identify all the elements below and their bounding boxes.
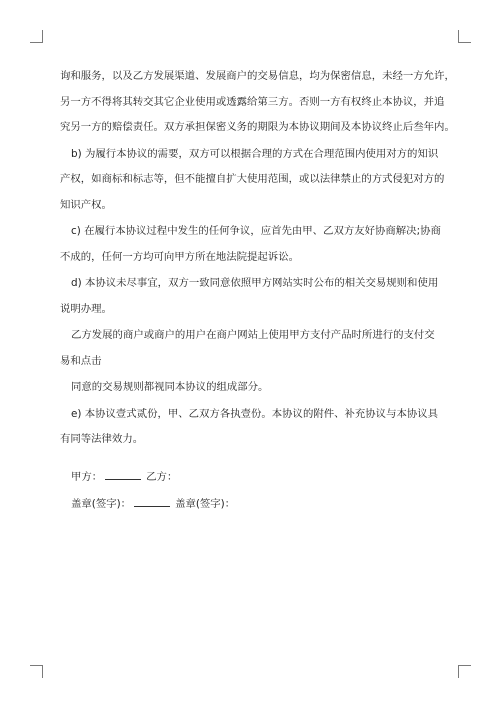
text-line: 产权，如商标和标志等，但不能擅自扩大使用范围，或以法律禁止的方式侵犯对方的	[60, 173, 445, 185]
paragraph-confidentiality-continued	[60, 64, 455, 141]
paragraph-clause-b	[60, 142, 445, 219]
text-line: 不成的，任何一方均可向甲方所在地法院提起诉讼。	[60, 250, 299, 263]
text-line: c) 在履行本协议过程中发生的任何争议，应首先由甲、乙双方友好协商解决;协商	[71, 225, 441, 237]
page-corner-mark-bottom-left	[30, 665, 43, 678]
text-line: b) 为履行本协议的需要，双方可以根据合理的方式在合理范围内使用对方的知识	[71, 147, 439, 160]
signature-seal-row	[60, 492, 445, 518]
party-a-label: 甲方：	[71, 470, 103, 483]
party-b-label: 乙方：	[146, 470, 178, 483]
signature-parties-row	[60, 465, 445, 491]
text-line: 有同等法律效力。	[60, 433, 144, 445]
text-line: 乙方发展的商户或商户的用户在商户网站上使用甲方支付产品时所进行的支付交	[71, 329, 435, 341]
text-line: 同意的交易规则都视同本协议的组成部分。	[71, 381, 269, 393]
text-line: 说明办理。	[60, 302, 112, 315]
page-corner-mark-bottom-right	[458, 665, 471, 678]
text-line: 究另一方的赔偿责任。双方承担保密义务的期限为本协议期间及本协议终止后叁年内。	[60, 121, 455, 133]
seal-a-blank	[134, 496, 170, 507]
paragraph-clause-e	[60, 402, 445, 453]
text-line: d) 本协议未尽事宜，双方一致同意依照甲方网站实时公布的相关交易规则和使用	[71, 277, 439, 289]
text-line: 另一方不得将其转交其它企业使用或透露给第三方。否则一方有权终止本协议，并追	[60, 95, 445, 108]
paragraph-clause-c	[60, 219, 445, 270]
party-a-blank	[105, 469, 141, 480]
seal-b-label: 盖章(签字)：	[175, 498, 236, 510]
text-line: 知识产权。	[60, 198, 112, 211]
document-body	[60, 64, 455, 518]
text-line: 询和服务，以及乙方发展渠道、发展商户的交易信息，均为保密信息，未经一方允许，	[60, 70, 455, 82]
paragraph-clause-d	[60, 271, 445, 322]
page-corner-mark-top-right	[458, 30, 471, 43]
text-line: 易和点击	[60, 354, 102, 367]
page-corner-mark-top-left	[30, 30, 43, 43]
seal-a-label: 盖章(签字)：	[71, 498, 132, 510]
text-line: e) 本协议壹式贰份，甲、乙双方各执壹份。本协议的附件、补充协议与本协议具	[71, 407, 439, 420]
paragraph-rules-part-of-agreement	[60, 375, 445, 401]
paragraph-merchant-rules	[60, 323, 445, 374]
